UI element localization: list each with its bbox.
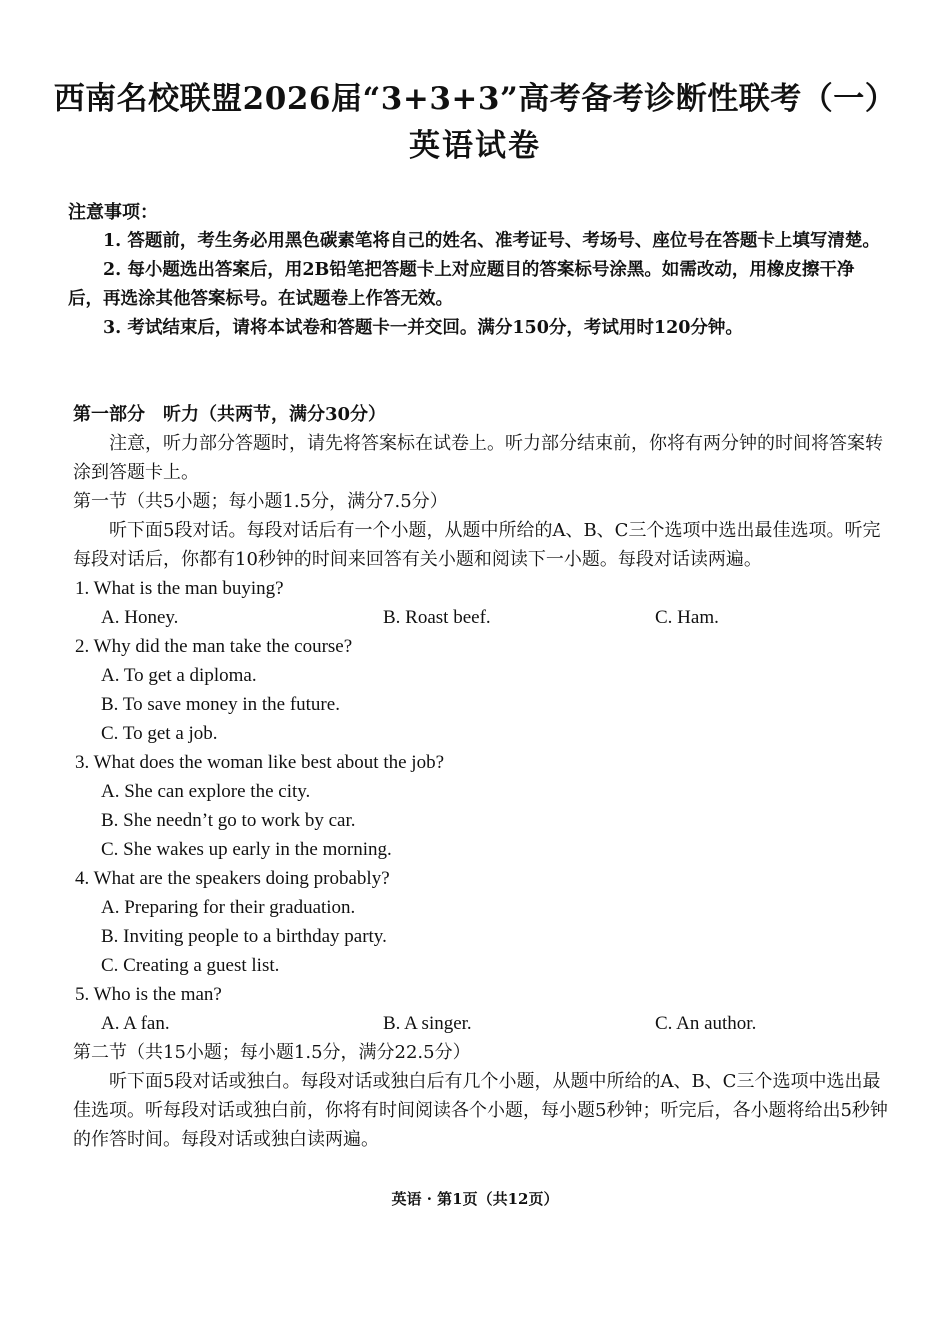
part1-heading: 第一部分 听力（共两节，满分30分） bbox=[73, 404, 387, 425]
page-footer: 英语 · 第1页（共12页） bbox=[391, 1190, 559, 1208]
option-a[interactable]: A. Honey. bbox=[101, 607, 179, 628]
option-b[interactable]: B. Inviting people to a birthday party. bbox=[101, 926, 387, 947]
notice-heading: 注意事项： bbox=[68, 202, 158, 223]
question-1 bbox=[73, 574, 893, 603]
option-c[interactable]: C. Creating a guest list. bbox=[101, 955, 280, 976]
section1-heading: 第一节（共5小题；每小题1.5分，满分7.5分） bbox=[73, 491, 448, 512]
notice-section bbox=[68, 198, 888, 343]
question-stem: 4. What are the speakers doing probably? bbox=[75, 868, 390, 889]
notice-item-1: 1. 答题前，考生务必用黑色碳素笔将自己的姓名、准考证号、考场号、座位号在答题卡上填写清楚。 bbox=[103, 231, 880, 251]
question-stem: 5. Who is the man? bbox=[75, 984, 222, 1005]
listening-part bbox=[73, 400, 893, 1154]
part1-note: 注意，听力部分答题时，请先将答案标在试卷上。听力部分结束前，你将有两分钟的时间将答案转涂到答题卡上。 bbox=[73, 433, 883, 483]
question-stem: 1. What is the man buying? bbox=[75, 578, 284, 599]
question-stem: 3. What does the woman like best about the job? bbox=[75, 752, 445, 773]
section1-instructions: 听下面5段对话。每段对话后有一个小题，从题中所给的A、B、C三个选项中选出最佳选项。听完每段对话后，你都有10秒钟的时间来回答有关小题和阅读下一小题。每段对话读两遍。 bbox=[73, 520, 881, 570]
section2-heading: 第二节（共15小题；每小题1.5分，满分22.5分） bbox=[73, 1042, 471, 1063]
option-c[interactable]: C. An author. bbox=[655, 1013, 757, 1034]
option-c[interactable]: C. She wakes up early in the morning. bbox=[101, 839, 392, 860]
option-b[interactable]: B. Roast beef. bbox=[383, 607, 491, 628]
question-4 bbox=[73, 864, 893, 893]
question-2 bbox=[73, 632, 893, 661]
option-a[interactable]: A. Preparing for their graduation. bbox=[101, 897, 356, 918]
exam-title: 西南名校联盟2026届“3+3+3”高考备考诊断性联考（一） bbox=[53, 81, 897, 117]
exam-subject-title: 英语试卷 bbox=[409, 128, 541, 164]
question-1-options bbox=[73, 603, 893, 632]
question-3 bbox=[73, 748, 893, 777]
exam-title-block bbox=[0, 78, 950, 168]
notice-item-3: 3. 考试结束后，请将本试卷和答题卡一并交回。满分150分，考试用时120分钟。 bbox=[103, 318, 743, 338]
option-a[interactable]: A. She can explore the city. bbox=[101, 781, 311, 802]
option-b[interactable]: B. To save money in the future. bbox=[101, 694, 340, 715]
option-b[interactable]: B. A singer. bbox=[383, 1013, 472, 1034]
section2-instructions: 听下面5段对话或独白。每段对话或独白后有几个小题，从题中所给的A、B、C三个选项中选出最佳选项。听每段对话或独白前，你将有时间阅读各个小题，每小题5秒钟；听完后，各小题将给出5秒钟的作答时间。每段对话或独白读两遍。 bbox=[73, 1071, 888, 1150]
question-stem: 2. Why did the man take the course? bbox=[75, 636, 353, 657]
option-a[interactable]: A. To get a diploma. bbox=[101, 665, 257, 686]
question-5 bbox=[73, 980, 893, 1009]
notice-item-2: 2. 每小题选出答案后，用2B铅笔把答题卡上对应题目的答案标号涂黑。如需改动，用橡皮擦干净后，再选涂其他答案标号。在试题卷上作答无效。 bbox=[68, 260, 855, 309]
option-c[interactable]: C. To get a job. bbox=[101, 723, 218, 744]
question-5-options bbox=[73, 1009, 893, 1038]
option-c[interactable]: C. Ham. bbox=[655, 607, 719, 628]
option-b[interactable]: B. She needn’t go to work by car. bbox=[101, 810, 356, 831]
option-a[interactable]: A. A fan. bbox=[101, 1013, 170, 1034]
